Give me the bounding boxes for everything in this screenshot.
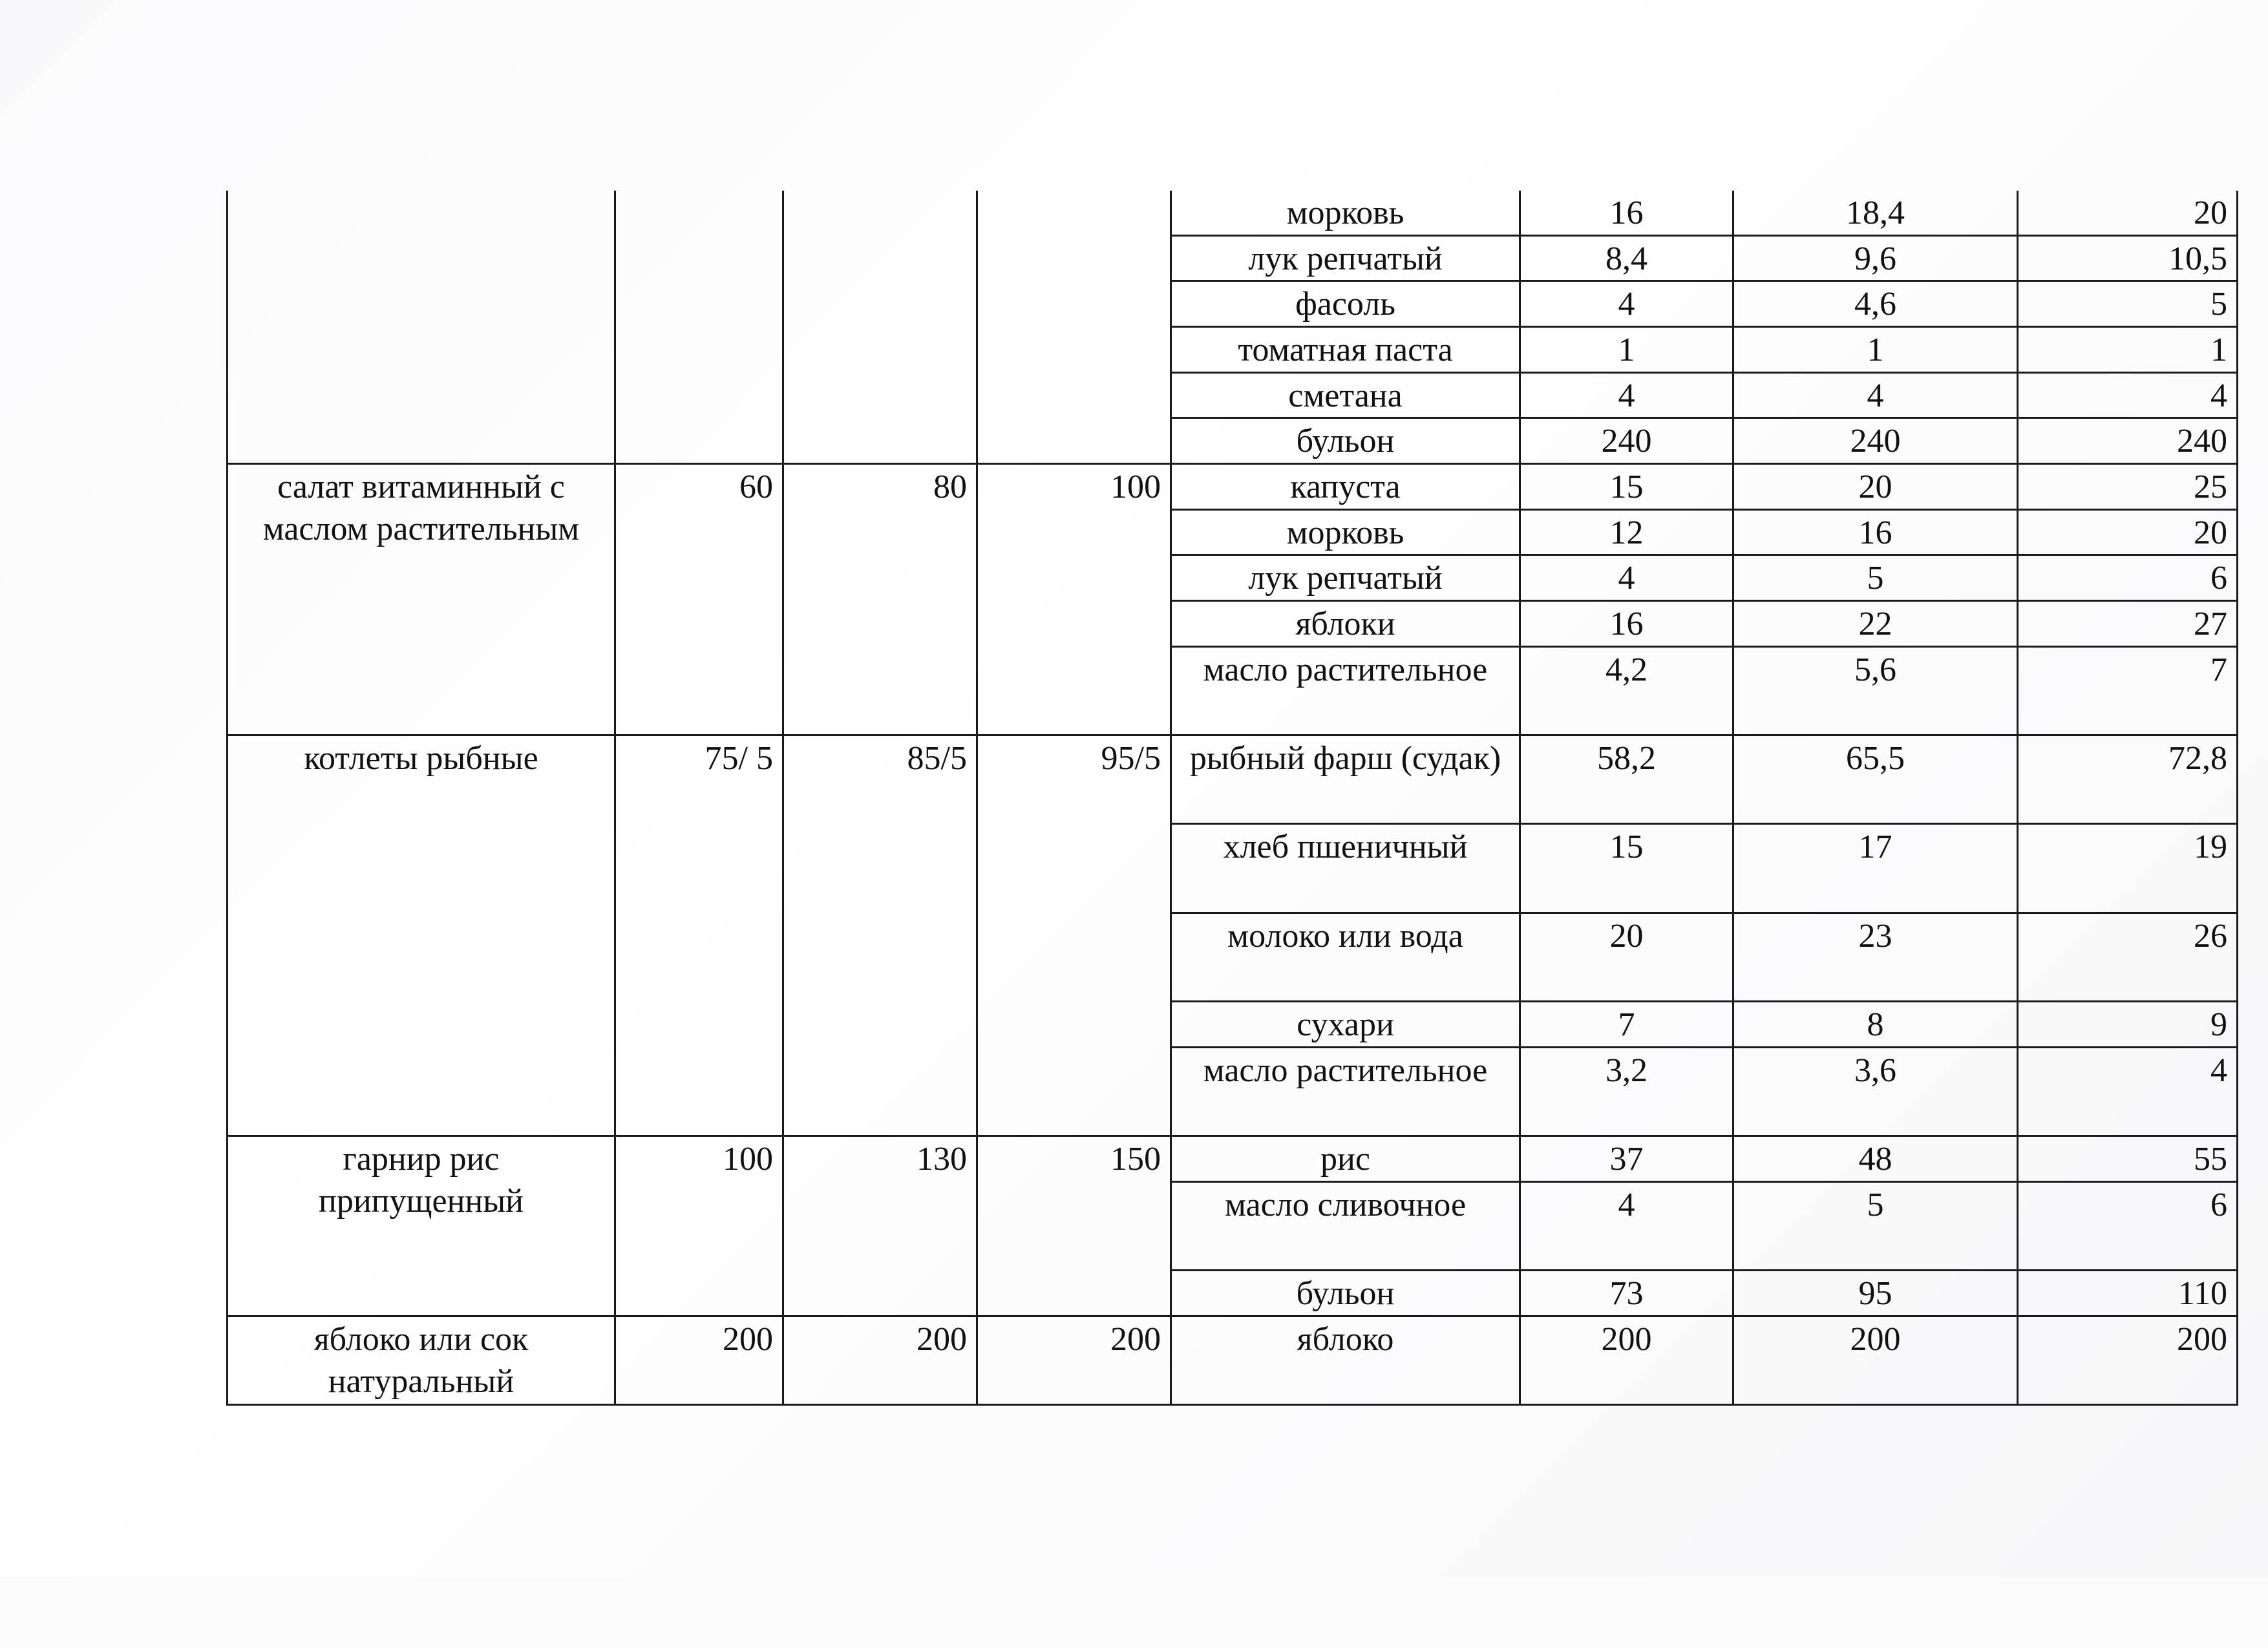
portion-cell-empty	[615, 191, 783, 464]
ingredient-name: бульон	[1171, 1270, 1520, 1316]
ingredient-value: 8	[1733, 1001, 2018, 1047]
ingredient-value: 200	[1733, 1316, 2018, 1404]
portion-size: 200	[615, 1316, 783, 1404]
portion-size: 80	[783, 464, 977, 735]
table-row	[228, 735, 2238, 824]
ingredient-value: 16	[1520, 191, 1733, 235]
portion-size: 60	[615, 464, 783, 735]
portion-cell-empty	[783, 191, 977, 464]
ingredient-value: 110	[2018, 1270, 2238, 1316]
ingredient-name: капуста	[1171, 464, 1520, 510]
ingredient-value: 15	[1520, 464, 1733, 510]
ingredient-value: 4	[1733, 372, 2018, 418]
ingredient-value: 6	[2018, 1181, 2238, 1270]
table-row	[228, 1316, 2238, 1404]
ingredient-value: 20	[1520, 913, 1733, 1001]
ingredient-value: 4	[2018, 372, 2238, 418]
table-row	[228, 1136, 2238, 1181]
ingredient-value: 16	[1733, 509, 2018, 555]
portion-size: 85/5	[783, 735, 977, 1136]
ingredient-name: лук репчатый	[1171, 555, 1520, 601]
ingredient-value: 9,6	[1733, 235, 2018, 281]
ingredient-value: 240	[1733, 418, 2018, 464]
ingredient-value: 4	[1520, 372, 1733, 418]
ingredient-value: 240	[2018, 418, 2238, 464]
ingredient-value: 200	[1520, 1316, 1733, 1404]
ingredient-value: 5	[1733, 1181, 2018, 1270]
ingredient-value: 5	[2018, 281, 2238, 327]
ingredient-name: масло растительное	[1171, 646, 1520, 735]
ingredient-value: 16	[1520, 601, 1733, 647]
ingredient-value: 240	[1520, 418, 1733, 464]
portion-size: 130	[783, 1136, 977, 1316]
portion-cell-empty	[977, 191, 1171, 464]
ingredient-value: 25	[2018, 464, 2238, 510]
ingredient-value: 23	[1733, 913, 2018, 1001]
ingredient-value: 37	[1520, 1136, 1733, 1181]
ingredient-name: бульон	[1171, 418, 1520, 464]
ingredient-value: 5	[1733, 555, 2018, 601]
dish-name: котлеты рыбные	[228, 735, 615, 1136]
table-row	[228, 191, 2238, 235]
ingredient-value: 19	[2018, 824, 2238, 913]
ingredient-value: 72,8	[2018, 735, 2238, 824]
dish-name: салат витаминный с маслом растительным	[228, 464, 615, 735]
portion-size: 100	[615, 1136, 783, 1316]
ingredient-value: 3,6	[1733, 1047, 2018, 1136]
ingredient-name: яблоко	[1171, 1316, 1520, 1404]
ingredient-value: 95	[1733, 1270, 2018, 1316]
ingredient-name: томатная паста	[1171, 327, 1520, 373]
ingredient-value: 5,6	[1733, 646, 2018, 735]
dish-name: гарнир рис припущенный	[228, 1136, 615, 1316]
ingredient-value: 1	[1733, 327, 2018, 373]
ingredient-value: 10,5	[2018, 235, 2238, 281]
ingredient-value: 200	[2018, 1316, 2238, 1404]
ingredient-value: 22	[1733, 601, 2018, 647]
ingredient-name: масло сливочное	[1171, 1181, 1520, 1270]
portion-size: 150	[977, 1136, 1171, 1316]
ingredient-value: 4	[1520, 281, 1733, 327]
ingredient-name: лук репчатый	[1171, 235, 1520, 281]
dish-cell-empty	[228, 191, 615, 464]
table-row	[228, 464, 2238, 510]
ingredient-value: 1	[1520, 327, 1733, 373]
ingredient-value: 58,2	[1520, 735, 1733, 824]
portion-size: 95/5	[977, 735, 1171, 1136]
ingredient-value: 20	[2018, 509, 2238, 555]
ingredient-value: 55	[2018, 1136, 2238, 1181]
ingredient-value: 48	[1733, 1136, 2018, 1181]
ingredient-value: 12	[1520, 509, 1733, 555]
menu-table	[226, 191, 2238, 1406]
ingredient-value: 1	[2018, 327, 2238, 373]
portion-size: 200	[783, 1316, 977, 1404]
ingredient-value: 17	[1733, 824, 2018, 913]
ingredient-value: 4	[1520, 1181, 1733, 1270]
ingredient-name: рыбный фарш (судак)	[1171, 735, 1520, 824]
ingredient-value: 65,5	[1733, 735, 2018, 824]
ingredient-name: сухари	[1171, 1001, 1520, 1047]
dish-name: яблоко или сок натуральный	[228, 1316, 615, 1404]
ingredient-name: молоко или вода	[1171, 913, 1520, 1001]
ingredient-value: 7	[2018, 646, 2238, 735]
ingredient-value: 26	[2018, 913, 2238, 1001]
ingredient-value: 18,4	[1733, 191, 2018, 235]
ingredient-value: 4,2	[1520, 646, 1733, 735]
portion-size: 100	[977, 464, 1171, 735]
ingredient-value: 73	[1520, 1270, 1733, 1316]
ingredient-value: 3,2	[1520, 1047, 1733, 1136]
ingredient-name: морковь	[1171, 191, 1520, 235]
portion-size: 75/ 5	[615, 735, 783, 1136]
ingredient-name: сметана	[1171, 372, 1520, 418]
ingredient-value: 9	[2018, 1001, 2238, 1047]
portion-size: 200	[977, 1316, 1171, 1404]
ingredient-name: фасоль	[1171, 281, 1520, 327]
ingredient-value: 15	[1520, 824, 1733, 913]
ingredient-value: 4,6	[1733, 281, 2018, 327]
ingredient-name: морковь	[1171, 509, 1520, 555]
ingredient-name: хлеб пшеничный	[1171, 824, 1520, 913]
ingredient-value: 20	[2018, 191, 2238, 235]
ingredient-value: 20	[1733, 464, 2018, 510]
ingredient-value: 6	[2018, 555, 2238, 601]
ingredient-value: 8,4	[1520, 235, 1733, 281]
ingredient-value: 7	[1520, 1001, 1733, 1047]
ingredient-name: масло растительное	[1171, 1047, 1520, 1136]
ingredient-name: яблоки	[1171, 601, 1520, 647]
ingredient-value: 4	[2018, 1047, 2238, 1136]
ingredient-value: 4	[1520, 555, 1733, 601]
ingredient-value: 27	[2018, 601, 2238, 647]
ingredient-name: рис	[1171, 1136, 1520, 1181]
